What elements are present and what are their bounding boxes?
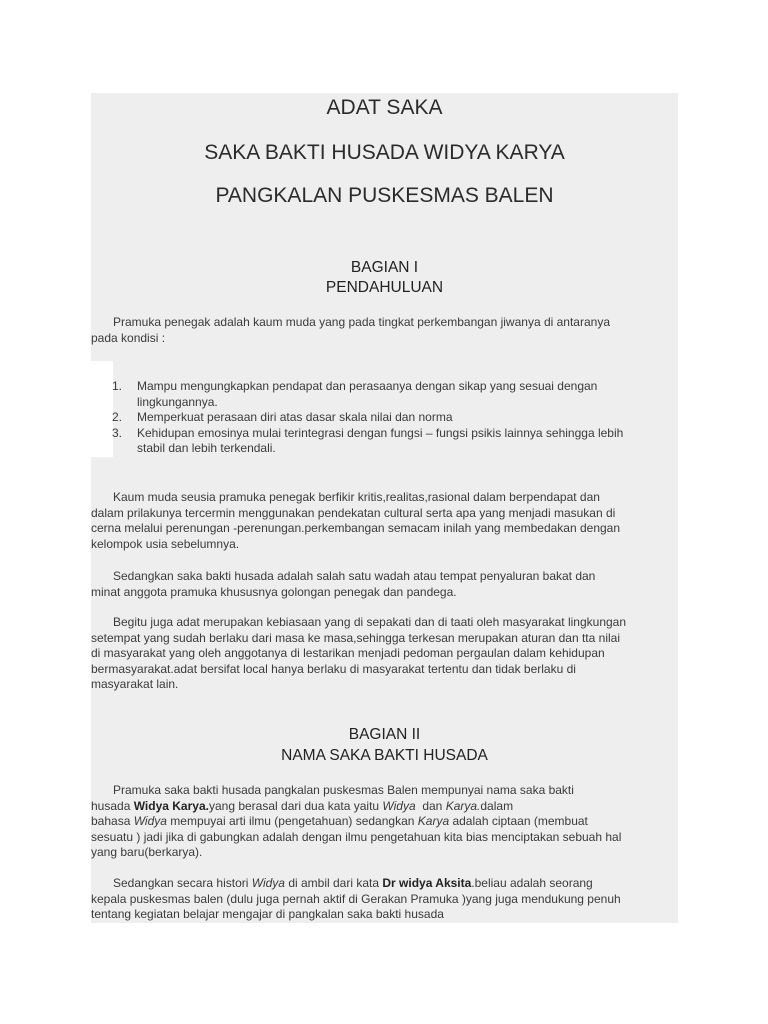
list-item [91,410,678,426]
text-run: bahasa [91,814,134,829]
text-run: yang berasal dari dua kata yaitu [208,798,383,813]
text-line: cerna melalui perenungan -perenungan.perkembangan semacam inilah yang membedakan dengan [91,521,621,536]
section2-heading-2: NAMA SAKA BAKTI HUSADA [281,747,488,764]
text-run: dalam [480,798,514,813]
text-line: Pramuka saka bakti husada pangkalan puskesmas Balen mempunyai nama saka bakti [113,783,574,797]
section1-intro [91,315,678,346]
text-line: Kehidupan emosinya mulai terintegrasi dengan fungsi – fungsi psikis lainnya sehingga lebih [137,425,624,440]
text-line [91,876,678,892]
list-number: 1. [112,379,123,393]
section1-paragraph-4 [91,615,678,693]
text-line: Begitu juga adat merupakan kebiasaan yang di sepakati dan di taati oleh masyarakat lingkungan [113,615,627,629]
italic-run: Karya [417,814,450,829]
section2-paragraph-2 [91,876,678,923]
text-line: kelompok usia sebelumnya. [91,536,240,551]
italic-run: Widya [251,876,285,890]
italic-run: Widya [382,798,416,813]
text-line: tentang kegiatan belajar mengajar di pangkalan saka bakti husada [91,907,444,922]
text-line: bermasyarakat.adat bersifat local hanya berlaku di masyarakat tertentu dan tidak berlaku di [91,661,576,676]
text-line: pada kondisi : [91,330,166,345]
italic-run: Karya. [445,798,481,813]
text-line: Mampu mengungkapkan pendapat dan perasaanya dengan sikap yang sesuai dengan [137,379,598,393]
text-line: lingkungannya. [137,394,218,409]
text-line: minat anggota pramuka khususnya golongan penegak dan pandega. [91,584,457,599]
text-line: Sedangkan saka bakti husada adalah salah satu wadah atau tempat penyaluran bakat dan [113,569,596,583]
section1-list [91,379,678,457]
section1-heading-1: BAGIAN I [350,259,419,276]
section2-paragraph-1 [91,783,678,861]
list-item [91,426,678,457]
bold-run: Widya Karya. [133,798,209,813]
section1-heading-2: PENDAHULUAN [325,279,444,296]
text-line: masyarakat lain. [91,677,179,692]
doc-title-line-1: ADAT SAKA [326,96,443,119]
list-number: 2. [112,410,123,425]
text-run: mempuyai arti ilmu (pengetahuan) sedangkan [170,814,418,829]
text-run: Sedangkan secara histori [113,876,252,890]
doc-title-line-2: SAKA BAKTI HUSADA WIDYA KARYA [204,141,565,164]
text-run: husada [91,798,134,813]
text-line [91,799,678,815]
text-line: yang baru(berkarya). [91,845,203,860]
text-line: Memperkuat perasaan diri atas dasar skala nilai dan norma [137,410,453,425]
text-line: Pramuka penegak adalah kaum muda yang pada tingkat perkembangan jiwanya di antaranya [113,315,610,329]
document-page [91,93,678,923]
section1-paragraph-2 [91,490,678,552]
text-line: kepala puskesmas balen (dulu juga pernah aktif di Gerakan Pramuka )yang juga mendukung penuh [91,891,621,906]
text-line: sesuatu ) jadi jika di gabungkan adalah dengan ilmu pengetahuan kita bias menciptakan sebuah hal [91,829,622,844]
text-line [91,814,678,830]
text-run: dan [415,798,446,813]
text-run: di ambil dari kata [284,876,383,890]
list-item [91,379,678,410]
italic-run: Widya [133,814,167,829]
text-line: di masyarakat yang oleh anggotanya di lestarikan menjadi pedoman pergaulan dalam kehidupan [91,646,605,661]
bold-run: Dr widya Aksita [382,876,472,890]
section1-paragraph-3 [91,569,678,600]
text-run: .beliau adalah seorang [471,876,593,890]
text-run: adalah ciptaan (membuat [449,814,588,829]
text-line: stabil dan lebih terkendali. [137,441,276,456]
text-line: dalam prilakunya tercermin menggunakan pendekatan cultural serta apa yang menjadi masukan di [91,505,616,520]
text-line: setempat yang sudah berlaku dari masa ke masa,sehingga terkesan merupakan aturan dan tta nilai [91,630,620,645]
doc-title-line-3: PANGKALAN PUSKESMAS BALEN [215,184,554,207]
section2-heading-1: BAGIAN II [348,726,421,743]
list-number: 3. [112,425,123,440]
text-line: Kaum muda seusia pramuka penegak berfikir kritis,realitas,rasional dalam berpendapat dan [113,490,600,504]
